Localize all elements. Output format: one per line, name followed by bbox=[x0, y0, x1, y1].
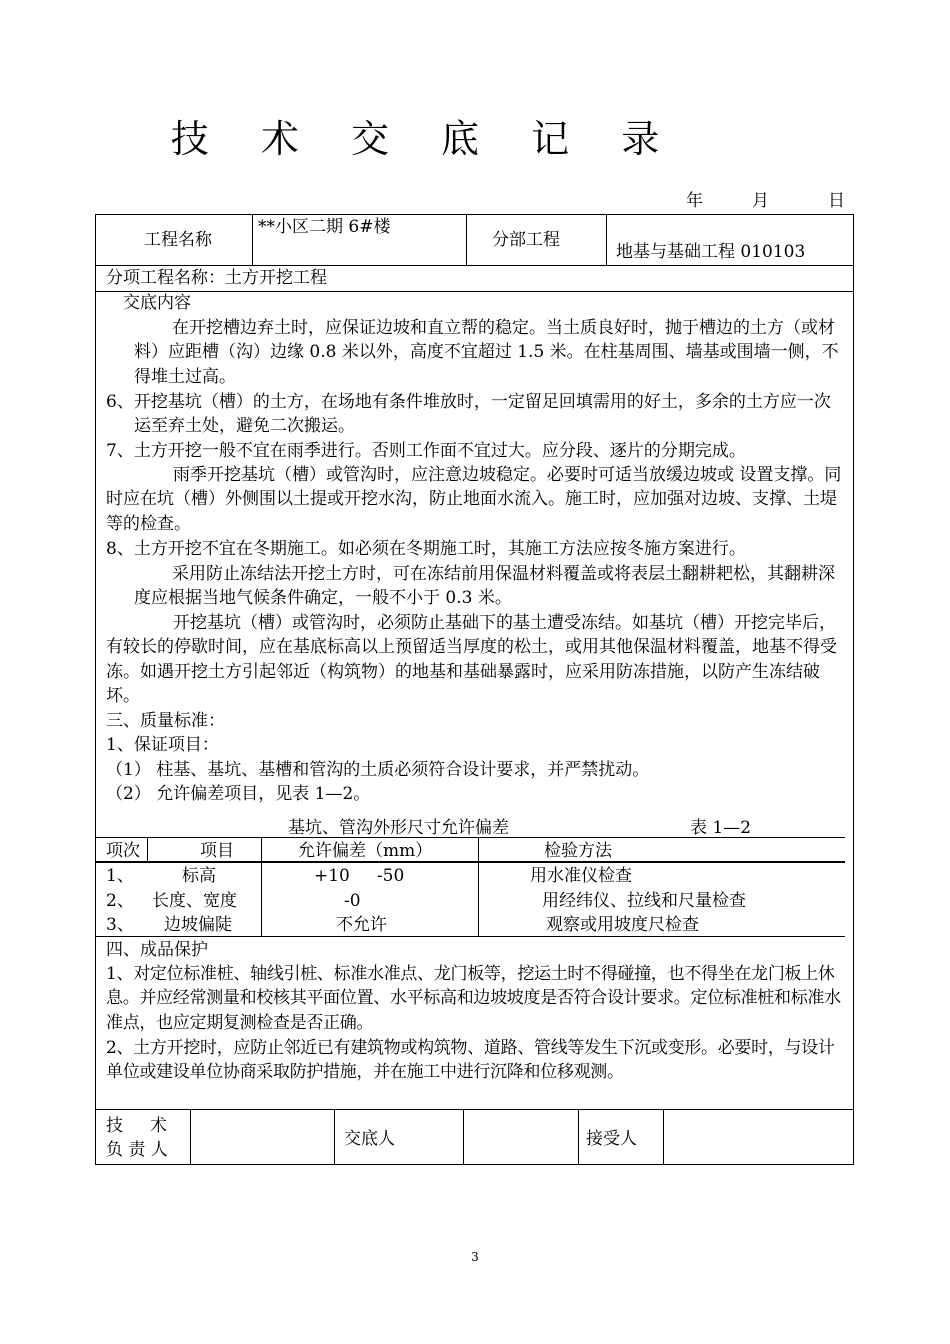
table-header-index: 项次 bbox=[106, 841, 140, 861]
date-month: 月 bbox=[752, 191, 769, 211]
date-year: 年 bbox=[686, 191, 703, 211]
sub-item-name: 分项工程名称：土方开挖工程 bbox=[106, 268, 327, 288]
handover-person-label: 交底人 bbox=[344, 1129, 395, 1149]
table-cell: 观察或用坡度尺检查 bbox=[546, 915, 699, 935]
table-header-tolerance: 允许偏差（mm） bbox=[298, 841, 433, 861]
division-value: 地基与基础工程 010103 bbox=[616, 242, 806, 262]
page-number: 3 bbox=[471, 1250, 479, 1264]
paragraph-frost: 采用防止冻结法开挖土方时，可在冻结前用保温材料覆盖或将表层土翻耕耙松，其翻耕深度应根据当地气候条件确定，一般不小于 0.3 米。 bbox=[134, 564, 835, 609]
receiver-label: 接受人 bbox=[586, 1129, 637, 1149]
table-cell: 不允许 bbox=[336, 915, 387, 935]
table-cell: 1、 bbox=[106, 866, 134, 886]
guarantee-item-1: （1） 柱基、基坑、基槽和管沟的土质必须符合设计要求，并严禁扰动。 bbox=[106, 760, 650, 780]
paragraph-1: 在开挖槽边弃土时，应保证边坡和直立帮的稳定。当土质良好时，抛于槽边的土方（或材料）应距槽（沟）边缘 0.8 米以外，高度不宜超过 1.5 米。在柱基周围、墙基或围墙一侧，不得堆土过高。 bbox=[134, 318, 839, 387]
table-header-method: 检验方法 bbox=[544, 841, 612, 861]
table-cell: 用经纬仪、拉线和尺量检查 bbox=[542, 891, 746, 911]
protection-paragraph-2: 2、土方开挖时，应防止邻近已有建筑物或构筑物、道路、管线等发生下沉或变形。必要时，与设计单位或建设单位协商采取防护措施，并在施工中进行沉降和位移观测。 bbox=[106, 1038, 835, 1083]
tech-responsible-label-line2: 负 责 人 bbox=[106, 1140, 168, 1160]
table-cell: 2、 bbox=[106, 891, 134, 911]
date-row bbox=[680, 186, 850, 210]
table-cell: +10 -50 bbox=[314, 866, 405, 886]
content-label: 交底内容 bbox=[123, 293, 191, 313]
record-form bbox=[95, 214, 854, 1165]
table-header-item: 项目 bbox=[200, 841, 234, 861]
date-day: 日 bbox=[828, 191, 845, 211]
table-cell: 用水准仪检查 bbox=[530, 866, 632, 886]
guarantee-heading: 1、保证项目： bbox=[106, 735, 219, 755]
project-name-value: **小区二期 6#楼 bbox=[258, 217, 391, 237]
protection-heading: 四、成品保护 bbox=[106, 940, 208, 960]
tech-responsible-label-line1: 技 术 bbox=[106, 1116, 168, 1136]
paragraph-rain: 雨季开挖基坑（槽）或管沟时，应注意边坡稳定。必要时可适当放缓边坡或 设置支撑。同时应在坑（槽）外侧围以土提或开挖水沟，防止地面水流入。施工时，应加强对边坡、支撑、土堤等的检查。 bbox=[106, 465, 842, 534]
table-cell: -0 bbox=[344, 891, 361, 911]
table-cell: 长度、宽度 bbox=[152, 891, 237, 911]
division-label: 分部工程 bbox=[492, 230, 560, 250]
paragraph-6: 6、开挖基坑（槽）的土方，在场地有条件堆放时，一定留足回填需用的好土，多余的土方应一次运至弃土处，避免二次搬运。 bbox=[106, 392, 831, 437]
table-cell: 3、 bbox=[106, 915, 134, 935]
document-title: 技 术 交 底 记 录 bbox=[170, 117, 680, 161]
protection-paragraph-1: 1、对定位标准桩、轴线引桩、标准水准点、龙门板等，挖运土时不得碰撞，也不得坐在龙门板上休息。并应经常测量和校核其平面位置、水平标高和边坡坡度是否符合设计要求。定位标准桩和标准水准点，也应定期复测检查是否正确。 bbox=[106, 964, 841, 1033]
table-cell: 标高 bbox=[182, 866, 216, 886]
paragraph-freeze: 开挖基坑（槽）或管沟时，必须防止基础下的基土遭受冻结。如基坑（槽）开挖完毕后，有较长的停歇时间，应在基底标高以上预留适当厚度的松土，或用其他保温材料覆盖，地基不得受冻。如遇开挖土方引起邻近（构筑物）的地基和基础暴露时，应采用防冻措施，以防产生冻结破坏。 bbox=[106, 613, 837, 706]
guarantee-item-2: （2） 允许偏差项目，见表 1—2。 bbox=[106, 784, 371, 804]
table-number: 表 1—2 bbox=[690, 818, 752, 838]
paragraph-8: 8、土方开挖不宜在冬期施工。如必须在冬期施工时，其施工方法应按冬施方案进行。 bbox=[106, 539, 746, 559]
table-caption: 基坑、管沟外形尺寸允许偏差 bbox=[288, 818, 509, 838]
quality-heading: 三、质量标准： bbox=[106, 711, 225, 731]
project-name-label: 工程名称 bbox=[144, 230, 212, 250]
paragraph-7: 7、土方开挖一般不宜在雨季进行。否则工作面不宜过大。应分段、逐片的分期完成。 bbox=[106, 441, 746, 461]
table-cell: 边坡偏陡 bbox=[164, 915, 232, 935]
